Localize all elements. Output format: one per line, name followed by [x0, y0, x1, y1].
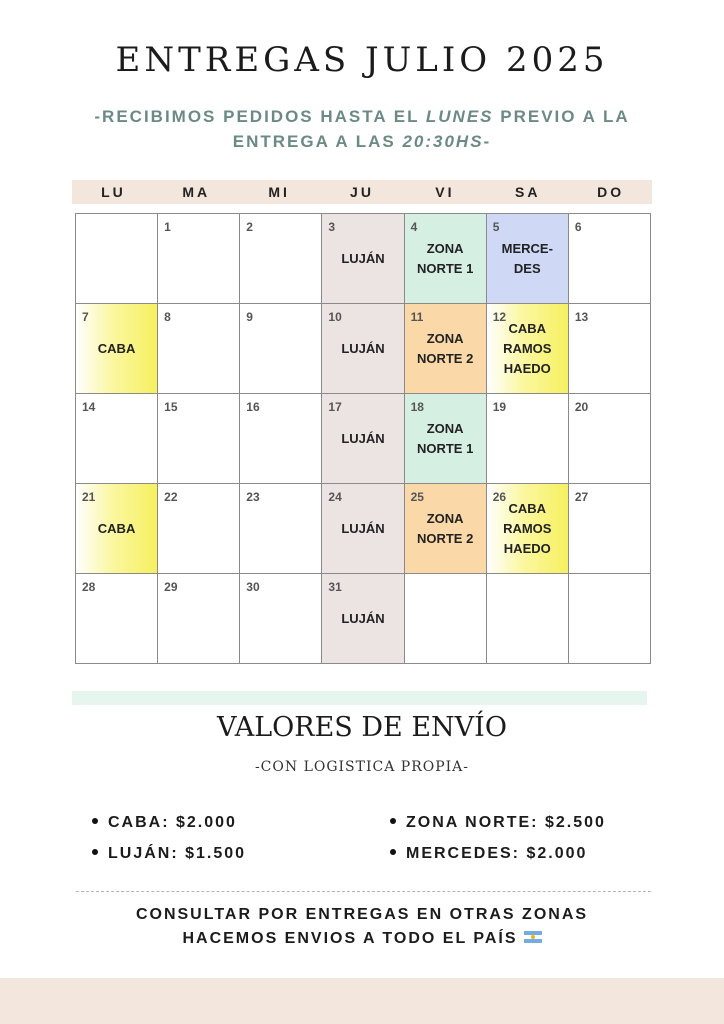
calendar-day-28: [76, 574, 158, 664]
calendar-day-4: [405, 214, 487, 304]
day-number: 31: [328, 580, 342, 594]
day-number: 12: [492, 310, 507, 324]
day-number: 18: [410, 400, 424, 414]
calendar-day-empty: [405, 574, 487, 664]
shipping-subtitle: -CON LOGISTICA PROPIA-: [254, 759, 470, 775]
day-number: 22: [164, 490, 178, 504]
footer-line-2: [0, 927, 724, 951]
day-number: 13: [574, 310, 589, 324]
deadline-text: ENTREGA A LAS: [232, 132, 403, 151]
calendar-day-31: [322, 574, 404, 664]
deadline-time: 20:30HS: [402, 132, 484, 151]
day-number: 30: [246, 580, 260, 594]
delivery-zone-label: CABA: [97, 340, 136, 356]
deadline-text: -RECIBIMOS PEDIDOS HASTA EL: [94, 107, 426, 126]
calendar-day-14: [76, 394, 158, 484]
calendar-day-18: [405, 394, 487, 484]
weekday-label: MA: [182, 184, 211, 200]
rate-item-lujan: [92, 845, 246, 863]
day-number: 14: [82, 400, 96, 414]
day-number: 3: [328, 220, 336, 234]
calendar-day-2: [240, 214, 322, 304]
deadline-line-2: [40, 129, 684, 154]
calendar-day-21: [76, 484, 158, 574]
delivery-zone-label: LUJÁN: [341, 520, 385, 536]
day-number: 19: [492, 400, 507, 414]
day-number: 27: [574, 490, 589, 504]
day-number: 28: [82, 580, 96, 594]
calendar-day-empty: [487, 574, 569, 664]
calendar-day-1: [158, 214, 240, 304]
rate-text: MERCEDES: $2.000: [406, 845, 588, 862]
day-number: 4: [410, 220, 418, 234]
bullet-icon: [92, 818, 98, 824]
day-number: 7: [82, 310, 89, 324]
calendar-day-29: [158, 574, 240, 664]
day-number: 6: [574, 220, 582, 234]
weekday-label: DO: [597, 184, 625, 200]
bottom-band: [0, 978, 724, 1024]
day-number: 16: [246, 400, 260, 414]
rate-text: CABA: $2.000: [108, 814, 237, 831]
calendar-day-11: [405, 304, 487, 394]
day-number: 21: [82, 490, 96, 504]
calendar-day-16: [240, 394, 322, 484]
calendar-day-5: [487, 214, 569, 304]
calendar-day-3: [322, 214, 404, 304]
delivery-zone-label: ZONA NORTE 2: [416, 510, 474, 546]
calendar-day-empty: [76, 214, 158, 304]
calendar-day-10: [322, 304, 404, 394]
section-divider-bar: [72, 691, 647, 705]
rate-item-caba: [92, 814, 237, 832]
delivery-zone-label: CABA: [97, 520, 136, 536]
day-number: 17: [328, 400, 342, 414]
day-number: 11: [410, 310, 424, 324]
rate-item-mercedes: [390, 845, 587, 863]
day-number: 20: [574, 400, 589, 414]
argentina-flag-icon: [524, 931, 542, 943]
calendar-day-8: [158, 304, 240, 394]
calendar-day-27: [569, 484, 651, 574]
delivery-zone-label: LUJÁN: [341, 610, 385, 626]
calendar-day-19: [487, 394, 569, 484]
calendar-day-13: [569, 304, 651, 394]
calendar-day-24: [322, 484, 404, 574]
delivery-zone-label: LUJÁN: [341, 430, 385, 446]
delivery-zone-label: ZONA NORTE 1: [416, 420, 474, 456]
day-number: 24: [328, 490, 342, 504]
rate-text: ZONA NORTE: $2.500: [406, 814, 606, 831]
delivery-zone-label: LUJÁN: [341, 250, 385, 266]
weekday-label: JU: [350, 184, 374, 200]
weekday-header: [72, 180, 652, 204]
calendar-day-12: [487, 304, 569, 394]
shipping-title: VALORES DE ENVÍO: [217, 712, 507, 743]
delivery-zone-label: MERCE- DES: [501, 240, 553, 276]
bullet-icon: [390, 818, 396, 824]
delivery-zone-label: CABA RAMOS HAEDO: [503, 500, 552, 556]
delivery-zone-label: LUJÁN: [341, 340, 385, 356]
footer-line-1: CONSULTAR POR ENTREGAS EN OTRAS ZONAS: [135, 906, 589, 923]
deadline-emphasis: LUNES: [425, 107, 494, 126]
rate-text: LUJÁN: $1.500: [108, 845, 247, 862]
weekday-label: SA: [515, 184, 541, 200]
calendar-day-9: [240, 304, 322, 394]
calendar-day-26: [487, 484, 569, 574]
order-deadline-note: [40, 104, 684, 154]
deadline-text: PREVIO A LA: [493, 107, 630, 126]
calendar-day-17: [322, 394, 404, 484]
day-number: 2: [246, 220, 253, 234]
calendar-day-20: [569, 394, 651, 484]
delivery-zone-label: ZONA NORTE 1: [416, 240, 474, 276]
footer-line-2-text: HACEMOS ENVIOS A TODO EL PAÍS: [182, 930, 518, 947]
page-title: ENTREGAS JULIO 2025: [115, 40, 609, 80]
delivery-calendar: [75, 213, 651, 664]
bullet-icon: [92, 849, 98, 855]
weekday-label: MI: [268, 184, 290, 200]
calendar-day-22: [158, 484, 240, 574]
calendar-day-7: [76, 304, 158, 394]
footer-note: [0, 903, 724, 951]
day-number: 1: [164, 220, 171, 234]
day-number: 23: [246, 490, 260, 504]
calendar-day-25: [405, 484, 487, 574]
calendar-day-23: [240, 484, 322, 574]
day-number: 25: [410, 490, 424, 504]
weekday-label: LU: [101, 184, 126, 200]
dashed-divider: [76, 891, 651, 892]
day-number: 5: [492, 220, 500, 234]
calendar-day-6: [569, 214, 651, 304]
delivery-zone-label: CABA RAMOS HAEDO: [503, 320, 552, 376]
day-number: 26: [492, 490, 507, 504]
day-number: 29: [164, 580, 178, 594]
day-number: 9: [246, 310, 253, 324]
calendar-day-15: [158, 394, 240, 484]
rate-item-zona-norte: [390, 814, 606, 832]
day-number: 15: [164, 400, 178, 414]
calendar-day-30: [240, 574, 322, 664]
deadline-line-1: [40, 104, 684, 129]
bullet-icon: [390, 849, 396, 855]
day-number: 8: [164, 310, 171, 324]
day-number: 10: [328, 310, 342, 324]
delivery-zone-label: ZONA NORTE 2: [416, 330, 474, 366]
weekday-label: VI: [435, 184, 455, 200]
deadline-text: -: [483, 132, 492, 151]
calendar-day-empty: [569, 574, 651, 664]
